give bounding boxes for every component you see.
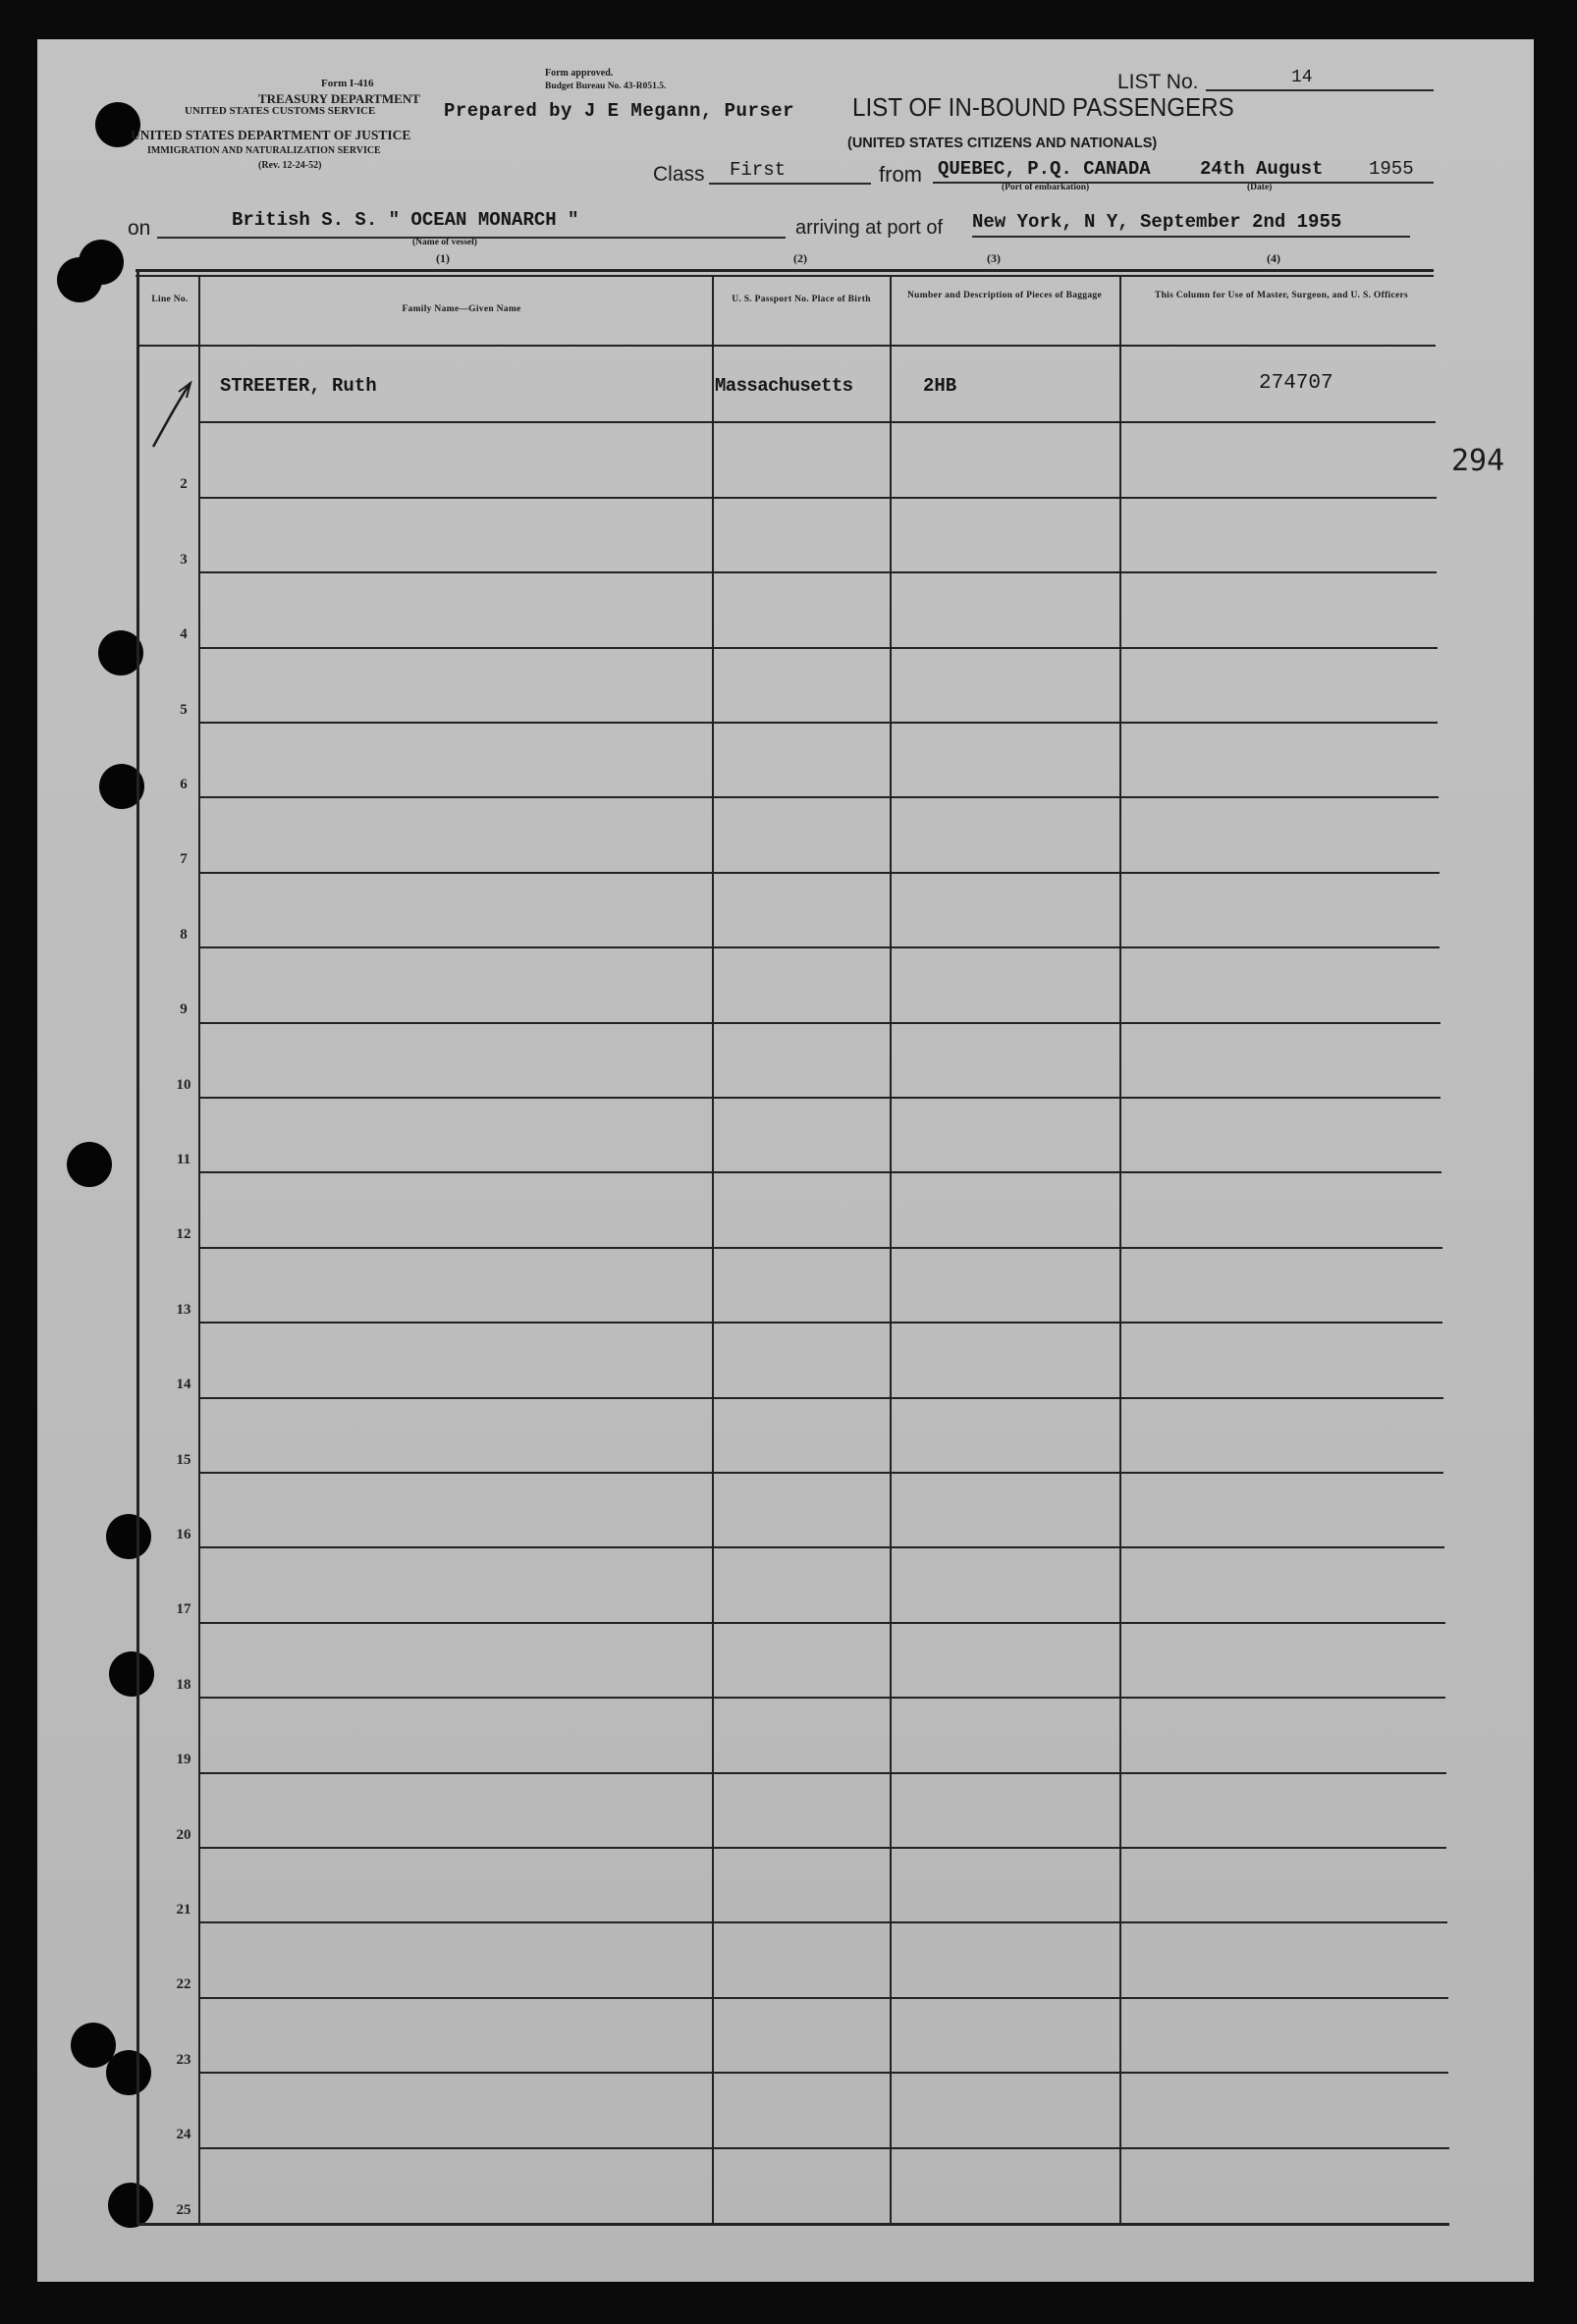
officer-number: 274707 — [1259, 372, 1333, 395]
line-number: 25 — [176, 2201, 191, 2218]
row-rule — [200, 1171, 1441, 1173]
customs-label: UNITED STATES CUSTOMS SERVICE — [185, 105, 376, 117]
line-number: 20 — [176, 1826, 191, 1843]
row-rule — [200, 872, 1440, 874]
table-top-border-2 — [136, 275, 1434, 277]
punch-hole — [108, 2183, 153, 2228]
line-number: 14 — [176, 1377, 191, 1393]
row-rule — [200, 497, 1437, 499]
line-number: 24 — [176, 2127, 191, 2143]
punch-hole — [67, 1142, 112, 1187]
line-number: 19 — [176, 1752, 191, 1768]
line-number: 17 — [176, 1601, 191, 1618]
punch-hole — [106, 2050, 151, 2095]
row-rule — [200, 1921, 1447, 1923]
line-number: 18 — [176, 1676, 191, 1693]
row-rule — [200, 1622, 1445, 1624]
table-left-border — [136, 271, 139, 2225]
row-rule — [200, 796, 1439, 798]
line-number: 13 — [176, 1301, 191, 1318]
from-value: QUEBEC, P.Q. CANADA — [938, 158, 1151, 180]
row-rule — [200, 2147, 1449, 2149]
row-rule — [200, 1997, 1448, 1999]
ins-label: IMMIGRATION AND NATURALIZATION SERVICE — [147, 145, 381, 156]
row-rule — [200, 1097, 1441, 1099]
column-divider-passport-baggage — [890, 277, 892, 2225]
class-line — [709, 183, 871, 185]
document-subtitle: (UNITED STATES CITIZENS AND NATIONALS) — [847, 135, 1158, 151]
column-divider-baggage-officers — [1119, 277, 1121, 2225]
arrival-line — [972, 236, 1410, 238]
passenger-birthplace: Massachusetts — [715, 375, 853, 397]
line-number: 16 — [176, 1527, 191, 1542]
column-divider-name-passport — [712, 277, 714, 2225]
list-no-line — [1206, 89, 1434, 91]
line-number: 22 — [176, 1976, 191, 1993]
check-mark-icon — [147, 378, 202, 452]
row-rule — [200, 2072, 1448, 2074]
justice-label: UNITED STATES DEPARTMENT OF JUSTICE — [131, 128, 411, 142]
line-number: 7 — [180, 851, 188, 868]
row-rule — [200, 1546, 1444, 1548]
prepared-by: Prepared by J E Megann, Purser — [444, 100, 795, 122]
row-rule — [200, 1772, 1446, 1774]
vessel-name: British S. S. " OCEAN MONARCH " — [232, 209, 579, 231]
table-top-border — [136, 269, 1434, 272]
row-rule — [200, 1247, 1442, 1249]
treasury-label: TREASURY DEPARTMENT — [258, 91, 420, 106]
departure-date: 24th August — [1200, 158, 1324, 180]
list-no-value: 14 — [1291, 68, 1313, 87]
col-num-4: (4) — [1267, 251, 1280, 265]
punch-hole — [109, 1651, 154, 1697]
header-baggage: Number and Description of Pieces of Baggage — [907, 291, 1102, 300]
line-number: 15 — [176, 1451, 191, 1468]
line-number: 9 — [180, 1001, 188, 1018]
line-number: 11 — [176, 1152, 191, 1167]
line-number: 21 — [176, 1902, 191, 1918]
row-rule — [200, 647, 1438, 649]
class-value: First — [730, 159, 787, 181]
col-num-1: (1) — [436, 251, 450, 265]
row-rule — [200, 722, 1438, 724]
passenger-name: STREETER, Ruth — [220, 375, 377, 397]
passenger-baggage: 2HB — [923, 375, 957, 397]
row-rule — [200, 1322, 1442, 1324]
row-rule — [200, 571, 1437, 573]
arriving-label: arriving at port of — [795, 217, 944, 239]
line-number: 2 — [180, 476, 188, 493]
departure-year: 1955 — [1369, 158, 1414, 180]
col-num-2: (2) — [793, 251, 807, 265]
date-caption: (Date) — [1247, 183, 1273, 192]
row-rule — [200, 1397, 1443, 1399]
document-title: LIST OF IN-BOUND PASSENGERS — [852, 92, 1234, 122]
column-divider-line-name — [198, 277, 200, 2225]
list-no-label: LIST No. — [1117, 71, 1199, 93]
punch-hole — [79, 240, 124, 285]
line-number: 10 — [176, 1076, 191, 1093]
stamped-page-number: 294 — [1451, 444, 1505, 478]
punch-hole — [106, 1514, 151, 1559]
class-label: Class — [653, 163, 705, 186]
arrival-value: New York, N Y, September 2nd 1955 — [972, 211, 1342, 233]
budget-bureau: Budget Bureau No. 43-R051.5. — [545, 81, 667, 91]
port-caption: (Port of embarkation) — [1002, 183, 1090, 192]
row-rule — [200, 1472, 1443, 1474]
col-num-3: (3) — [987, 251, 1001, 265]
line-number: 12 — [176, 1226, 191, 1243]
row-rule — [200, 946, 1440, 948]
row-rule — [200, 1847, 1446, 1849]
header-passport: U. S. Passport No. Place of Birth — [732, 295, 871, 304]
row-rule — [200, 1697, 1445, 1699]
vessel-caption: (Name of vessel) — [412, 238, 477, 247]
header-family-name: Family Name—Given Name — [402, 304, 521, 314]
from-label: from — [879, 162, 922, 187]
line-number: 8 — [180, 926, 188, 943]
row-rule — [200, 1022, 1441, 1024]
line-number: 3 — [180, 551, 188, 567]
revision-label: (Rev. 12-24-52) — [258, 160, 322, 171]
form-approved: Form approved. — [545, 68, 614, 79]
header-bottom-rule — [137, 345, 1436, 347]
table-bottom-border — [137, 2223, 1449, 2226]
on-label: on — [128, 217, 151, 240]
header-officers: This Column for Use of Master, Surgeon, and U. S. Officers — [1154, 291, 1409, 300]
row-rule — [200, 421, 1436, 423]
line-number: 6 — [180, 777, 188, 792]
line-number: 5 — [180, 701, 188, 718]
line-number: 4 — [180, 626, 188, 643]
form-number: Form I-416 — [321, 78, 374, 89]
header-line-no: Line No. — [151, 295, 189, 304]
line-number: 23 — [176, 2051, 191, 2068]
